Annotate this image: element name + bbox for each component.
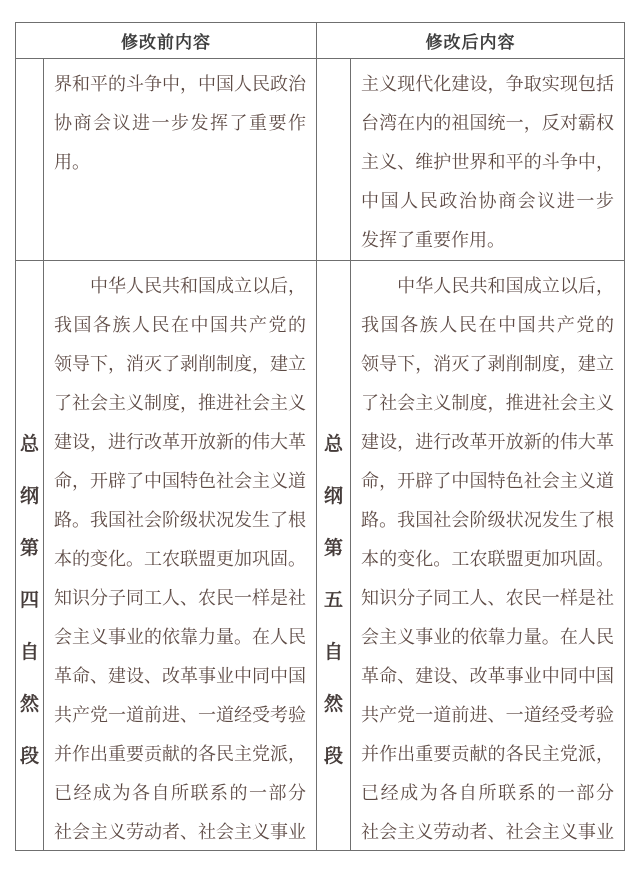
text-line: 会主义事业的依靠力量。在人民 (361, 627, 614, 647)
text-line: 已经成为各自所联系的一部分 (54, 783, 306, 803)
revision-comparison-table (15, 22, 625, 851)
text-line: 知识分子同工人、农民一样是社 (54, 588, 306, 608)
text-line: 本的变化。工农联盟更加巩固。 (54, 549, 306, 569)
text-line: 主义现代化建设，争取实现包括 (361, 74, 614, 94)
text-line: 建设，进行改革开放新的伟大革 (361, 432, 614, 452)
text-line: 领导下，消灭了剥削制度，建立 (54, 354, 306, 374)
text-line: 共产党一道前进、一道经受考验 (54, 705, 306, 725)
text-line: 中华人民共和国成立以后， (54, 276, 306, 296)
paragraph-before-text-cell (44, 261, 317, 850)
header-after-column (317, 23, 624, 59)
header-before-column (16, 23, 317, 59)
header-before-label: 修改前内容 (121, 33, 211, 52)
text-line: 革命、建设、改革事业中同中国 (54, 666, 306, 686)
continuation-before-label-cell (16, 59, 44, 261)
text-line: 并作出重要贡献的各民主党派， (361, 744, 614, 764)
paragraph-after-text-cell (351, 261, 624, 850)
section-label-after: 总纲第五自然段 (323, 434, 343, 767)
text-line: 台湾在内的祖国统一，反对霸权 (361, 113, 614, 133)
text-line: 路。我国社会阶级状况发生了根 (54, 510, 306, 530)
text-line: 协商会议进一步发挥了重要作 (54, 113, 306, 133)
text-line: 我国各族人民在中国共产党的 (54, 315, 306, 335)
text-line: 社会主义劳动者、社会主义事业 (54, 822, 306, 842)
continuation-before-text-cell (44, 59, 317, 261)
paragraph-after-label-cell (317, 261, 351, 850)
text-line: 命，开辟了中国特色社会主义道 (54, 471, 306, 491)
text-line: 发挥了重要作用。 (361, 230, 505, 250)
text-line: 中国人民政治协商会议进一步 (361, 191, 614, 211)
header-after-label: 修改后内容 (425, 33, 516, 52)
text-line: 知识分子同工人、农民一样是社 (361, 588, 614, 608)
text-line: 了社会主义制度，推进社会主义 (54, 393, 306, 413)
text-line: 共产党一道前进、一道经受考验 (361, 705, 614, 725)
text-line: 领导下，消灭了剥削制度，建立 (361, 354, 614, 374)
text-line: 革命、建设、改革事业中同中国 (361, 666, 614, 686)
text-line: 会主义事业的依靠力量。在人民 (54, 627, 306, 647)
paragraph-before-label-cell (16, 261, 44, 850)
text-line: 中华人民共和国成立以后， (361, 276, 614, 296)
text-line: 了社会主义制度，推进社会主义 (361, 393, 614, 413)
continuation-after-text-cell (351, 59, 624, 261)
text-line: 主义、维护世界和平的斗争中， (361, 152, 614, 172)
text-line: 界和平的斗争中，中国人民政治 (54, 74, 306, 94)
text-line: 本的变化。工农联盟更加巩固。 (361, 549, 614, 569)
continuation-after-label-cell (317, 59, 351, 261)
text-line: 社会主义劳动者、社会主义事业 (361, 822, 614, 842)
text-line: 并作出重要贡献的各民主党派， (54, 744, 306, 764)
section-label-before: 总纲第四自然段 (19, 434, 39, 767)
text-line: 命，开辟了中国特色社会主义道 (361, 471, 614, 491)
text-line: 路。我国社会阶级状况发生了根 (361, 510, 614, 530)
text-line: 我国各族人民在中国共产党的 (361, 315, 614, 335)
text-line: 建设，进行改革开放新的伟大革 (54, 432, 306, 452)
text-line: 已经成为各自所联系的一部分 (361, 783, 614, 803)
text-line: 用。 (54, 152, 90, 172)
